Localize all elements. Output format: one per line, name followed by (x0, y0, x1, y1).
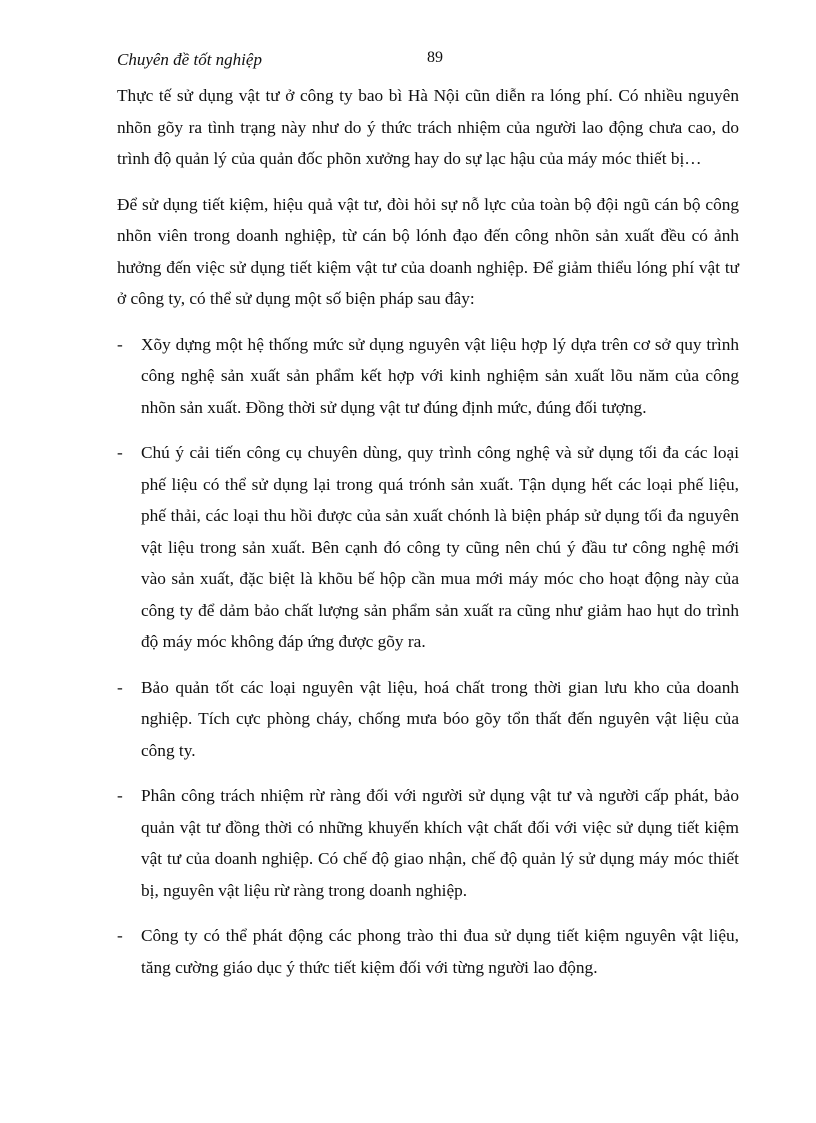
bullet-text: Chú ý cải tiến công cụ chuyên dùng, quy trình công nghệ và sử dụng tối đa các loại phế liệu có thể sử dụng lại trong quá trónh sản xuất. Tận dụng hết các loại phế liệu, phế thải, các loại thu hồi được của sản xuất chónh là biện pháp sử dụng tối đa nguyên vật liệu trong sản xuất. Bên cạnh đó công ty cũng nên chú ý đầu tư công nghệ mới vào sản xuất, đặc biệt là khõu bế hộp cần mua mới máy móc cho hoạt động này của công ty để dảm bảo chất lượng sản phẩm sản xuất ra cũng như giảm hao hụt do trình độ máy móc không đáp ứng được gõy ra. (141, 443, 739, 651)
bullet-text: Phân công trách nhiệm rừ ràng đối với người sử dụng vật tư và người cấp phát, bảo quản vật tư đồng thời có những khuyến khích vật chất đối với việc sử dụng tiết kiệm vật tư của doanh nghiệp. Có chế độ giao nhận, chế độ quản lý sử dụng máy móc thiết bị, nguyên vật liệu rừ ràng trong doanh nghiệp. (141, 786, 739, 900)
bullet-marker: - (117, 334, 123, 354)
bullet-item (117, 780, 739, 906)
page-number: 89 (427, 49, 443, 66)
paragraph: Thực tế sử dụng vật tư ở công ty bao bì Hà Nội cũn diễn ra lóng phí. Có nhiều nguyên nhõn gõy ra tình trạng này như do ý thức trách nhiệm của người lao động chưa cao, do trình độ quản lý của quản đốc phõn xưởng hay do sự lạc hậu của máy móc thiết bị… (117, 86, 739, 168)
bullet-item (117, 329, 739, 424)
bullet-text: Xõy dựng một hệ thống mức sử dụng nguyên vật liệu hợp lý dựa trên cơ sở quy trình công nghệ sản xuất sản phẩm kết hợp với kinh nghiệm sản xuất lõu năm của công nhõn sản xuất. Đồng thời sử dụng vật tư đúng định mức, đúng đối tượng. (141, 334, 739, 417)
header-title: Chuyên đề tốt nghiệp (117, 50, 262, 69)
bullet-item (117, 920, 739, 983)
bullet-marker: - (117, 443, 123, 462)
bullet-text: Công ty có thể phát động các phong trào thi đua sử dụng tiết kiệm nguyên vật liệu, tăng cường giáo dục ý thức tiết kiệm đối với từng người lao động. (141, 926, 739, 977)
bullet-marker: - (117, 926, 123, 945)
body-text (117, 80, 739, 997)
bullet-marker: - (117, 677, 123, 697)
bullet-text: Bảo quản tốt các loại nguyên vật liệu, hoá chất trong thời gian lưu kho của doanh nghiệp. Tích cực phòng cháy, chống mưa bóo gõy tổn thất đến nguyên vật liệu của công ty. (141, 677, 739, 760)
paragraph: Để sử dụng tiết kiệm, hiệu quả vật tư, đòi hỏi sự nỗ lực của toàn bộ đội ngũ cán bộ công nhõn viên trong doanh nghiệp, từ cán bộ lónh đạo đến công nhõn sản xuất đều có ảnh hưởng đến việc sử dụng tiết kiệm vật tư của doanh nghiệp. Để giảm thiểu lóng phí vật tư ở công ty, có thể sử dụng một số biện pháp sau đây: (117, 194, 739, 308)
bullet-item (117, 437, 739, 658)
bullet-marker: - (117, 786, 123, 805)
bullet-item (117, 672, 739, 767)
